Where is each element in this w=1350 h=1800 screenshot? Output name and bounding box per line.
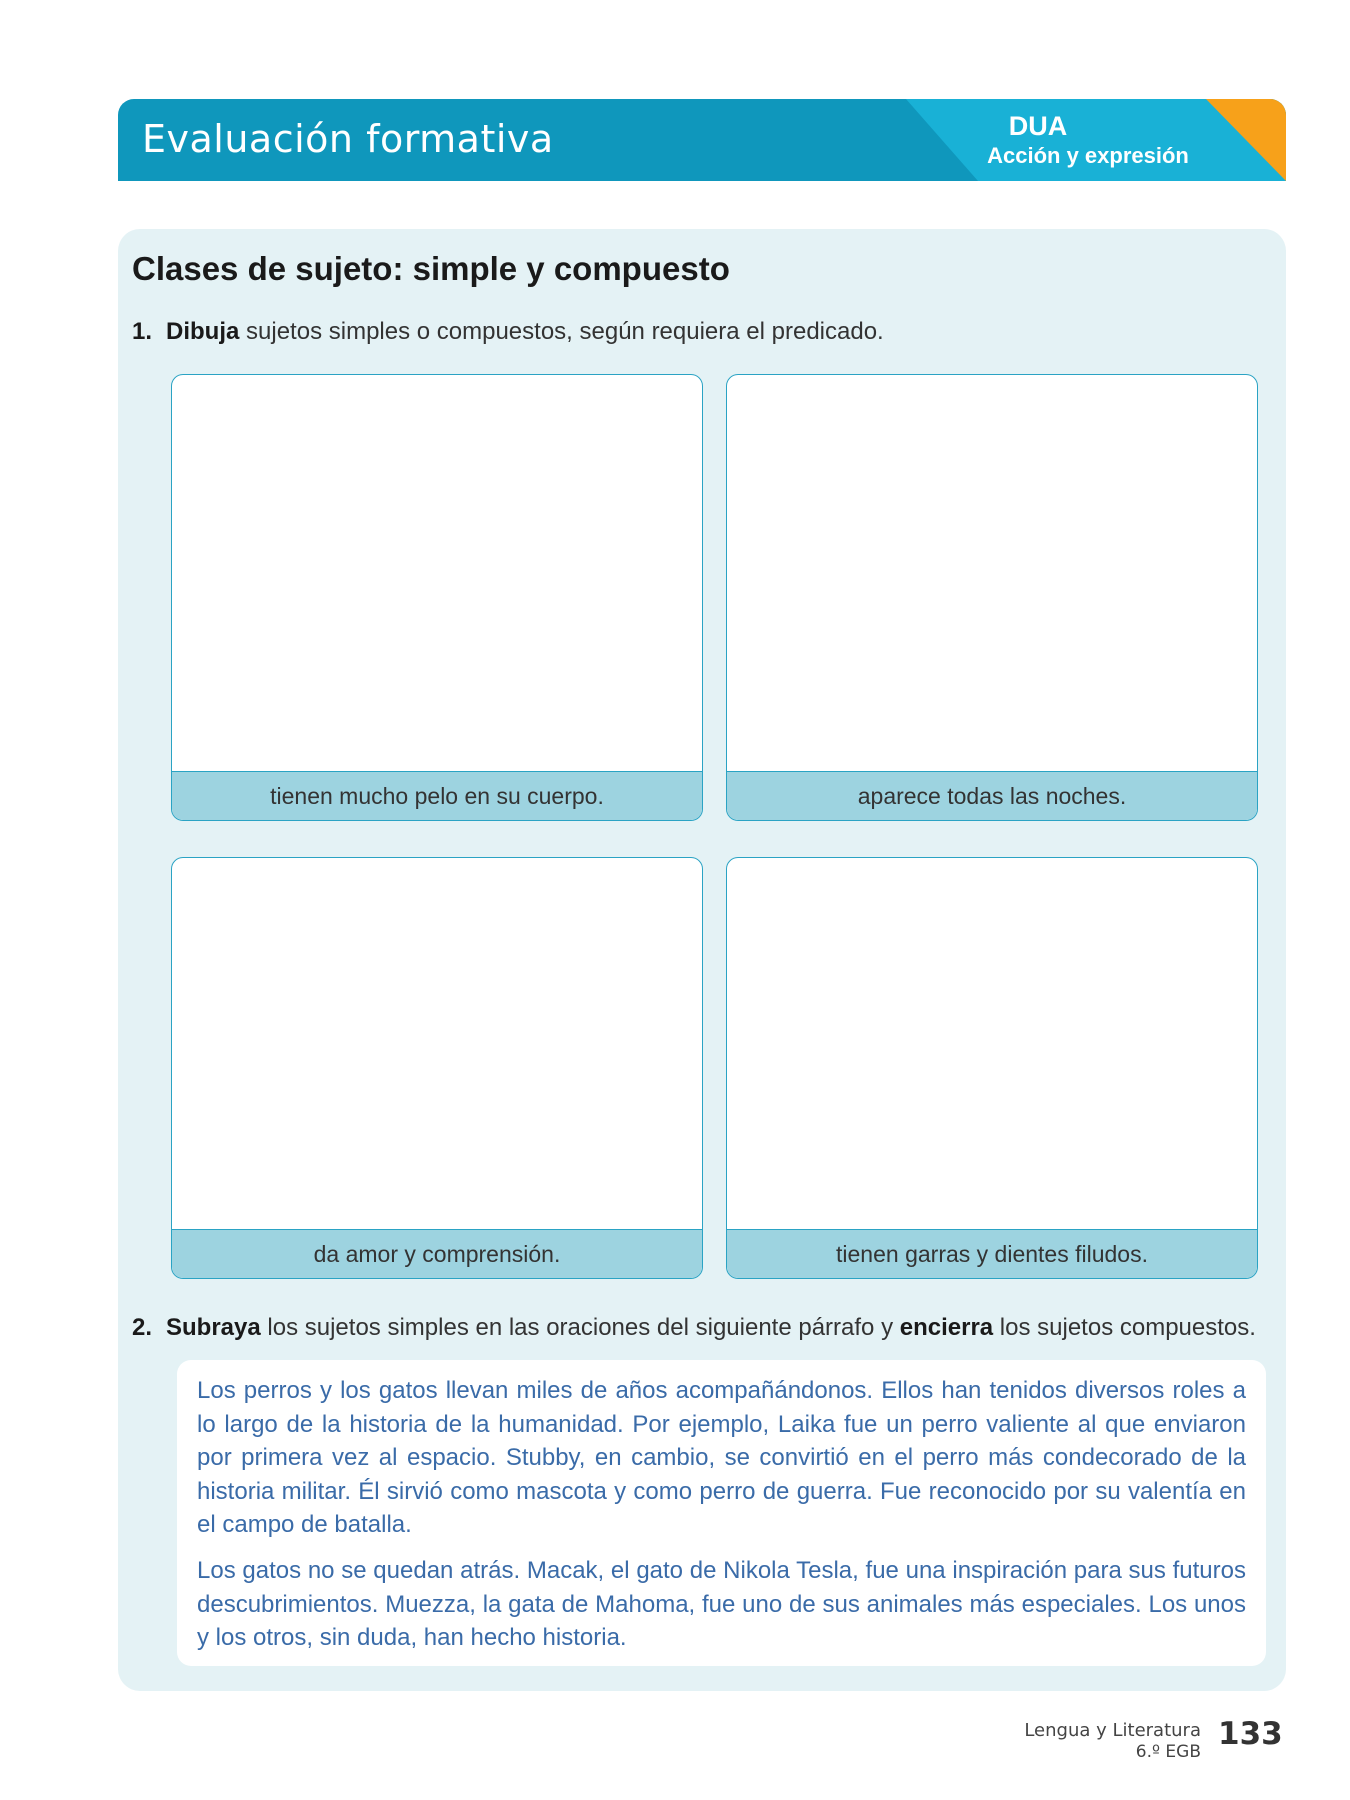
drawing-box-4 <box>726 857 1258 1279</box>
predicate-caption-3: da amor y comprensión. <box>172 1229 702 1278</box>
drawing-area-3[interactable] <box>172 858 702 1230</box>
banner-title: Evaluación formativa <box>142 117 554 161</box>
drawing-area-1[interactable] <box>172 375 702 772</box>
footer-subject: Lengua y Literatura <box>1024 1720 1201 1741</box>
instruction-2-text-b: los sujetos compuestos. <box>993 1314 1256 1341</box>
drawing-box-3 <box>171 857 703 1279</box>
drawing-box-1 <box>171 374 703 821</box>
dua-badge-subtitle: Acción y expresión <box>987 143 1189 168</box>
drawing-area-4[interactable] <box>727 858 1257 1230</box>
instruction-1-number: 1. <box>132 318 153 345</box>
passage-paragraph-2[interactable]: Los gatos no se quedan atrás. Macak, el gato de Nikola Tesla, fue una inspiración para sus futuros descubrimientos. Muezza, la gata de Mahoma, fue uno de sus animales más especiales. Los unos y los otros, sin duda, han hecho historia. <box>197 1557 1246 1651</box>
instruction-2-verb-underline: Subraya <box>166 1314 261 1341</box>
drawing-box-2 <box>726 374 1258 821</box>
instruction-1-verb: Dibuja <box>166 318 240 345</box>
page-number: 133 <box>1218 1716 1283 1752</box>
instruction-2 <box>132 1314 1256 1342</box>
instruction-2-verb-circle: encierra <box>899 1314 994 1341</box>
drawing-area-2[interactable] <box>727 375 1257 772</box>
section-title: Clases de sujeto: simple y compuesto <box>132 250 730 287</box>
instruction-2-text-a: los sujetos simples en las oraciones del siguiente párrafo y <box>260 1314 900 1341</box>
instruction-1-text: sujetos simples o compuestos, según requiera el predicado. <box>239 318 884 345</box>
predicate-caption-4: tienen garras y dientes filudos. <box>727 1229 1257 1278</box>
passage-paragraph-1[interactable]: Los perros y los gatos llevan miles de años acompañándonos. Ellos han tenidos diversos roles a lo largo de la historia de la humanidad. Por ejemplo, Laika fue un perro valiente al que enviaron por primera vez al espacio. Stubby, en cambio, se convirtió en el perro más condecorado de la historia militar. Él sirvió como mascota y como perro de guerra. Fue reconocido por su valentía en el campo de batalla. <box>197 1377 1246 1538</box>
predicate-caption-2: aparece todas las noches. <box>727 771 1257 820</box>
header-banner <box>118 99 1286 181</box>
reading-passage-card <box>177 1360 1266 1666</box>
dua-badge-title: DUA <box>1008 111 1068 141</box>
instruction-2-number: 2. <box>132 1314 153 1341</box>
instruction-1 <box>132 318 884 346</box>
footer-grade: 6.º EGB <box>1135 1742 1201 1762</box>
predicate-caption-1: tienen mucho pelo en su cuerpo. <box>172 771 702 820</box>
